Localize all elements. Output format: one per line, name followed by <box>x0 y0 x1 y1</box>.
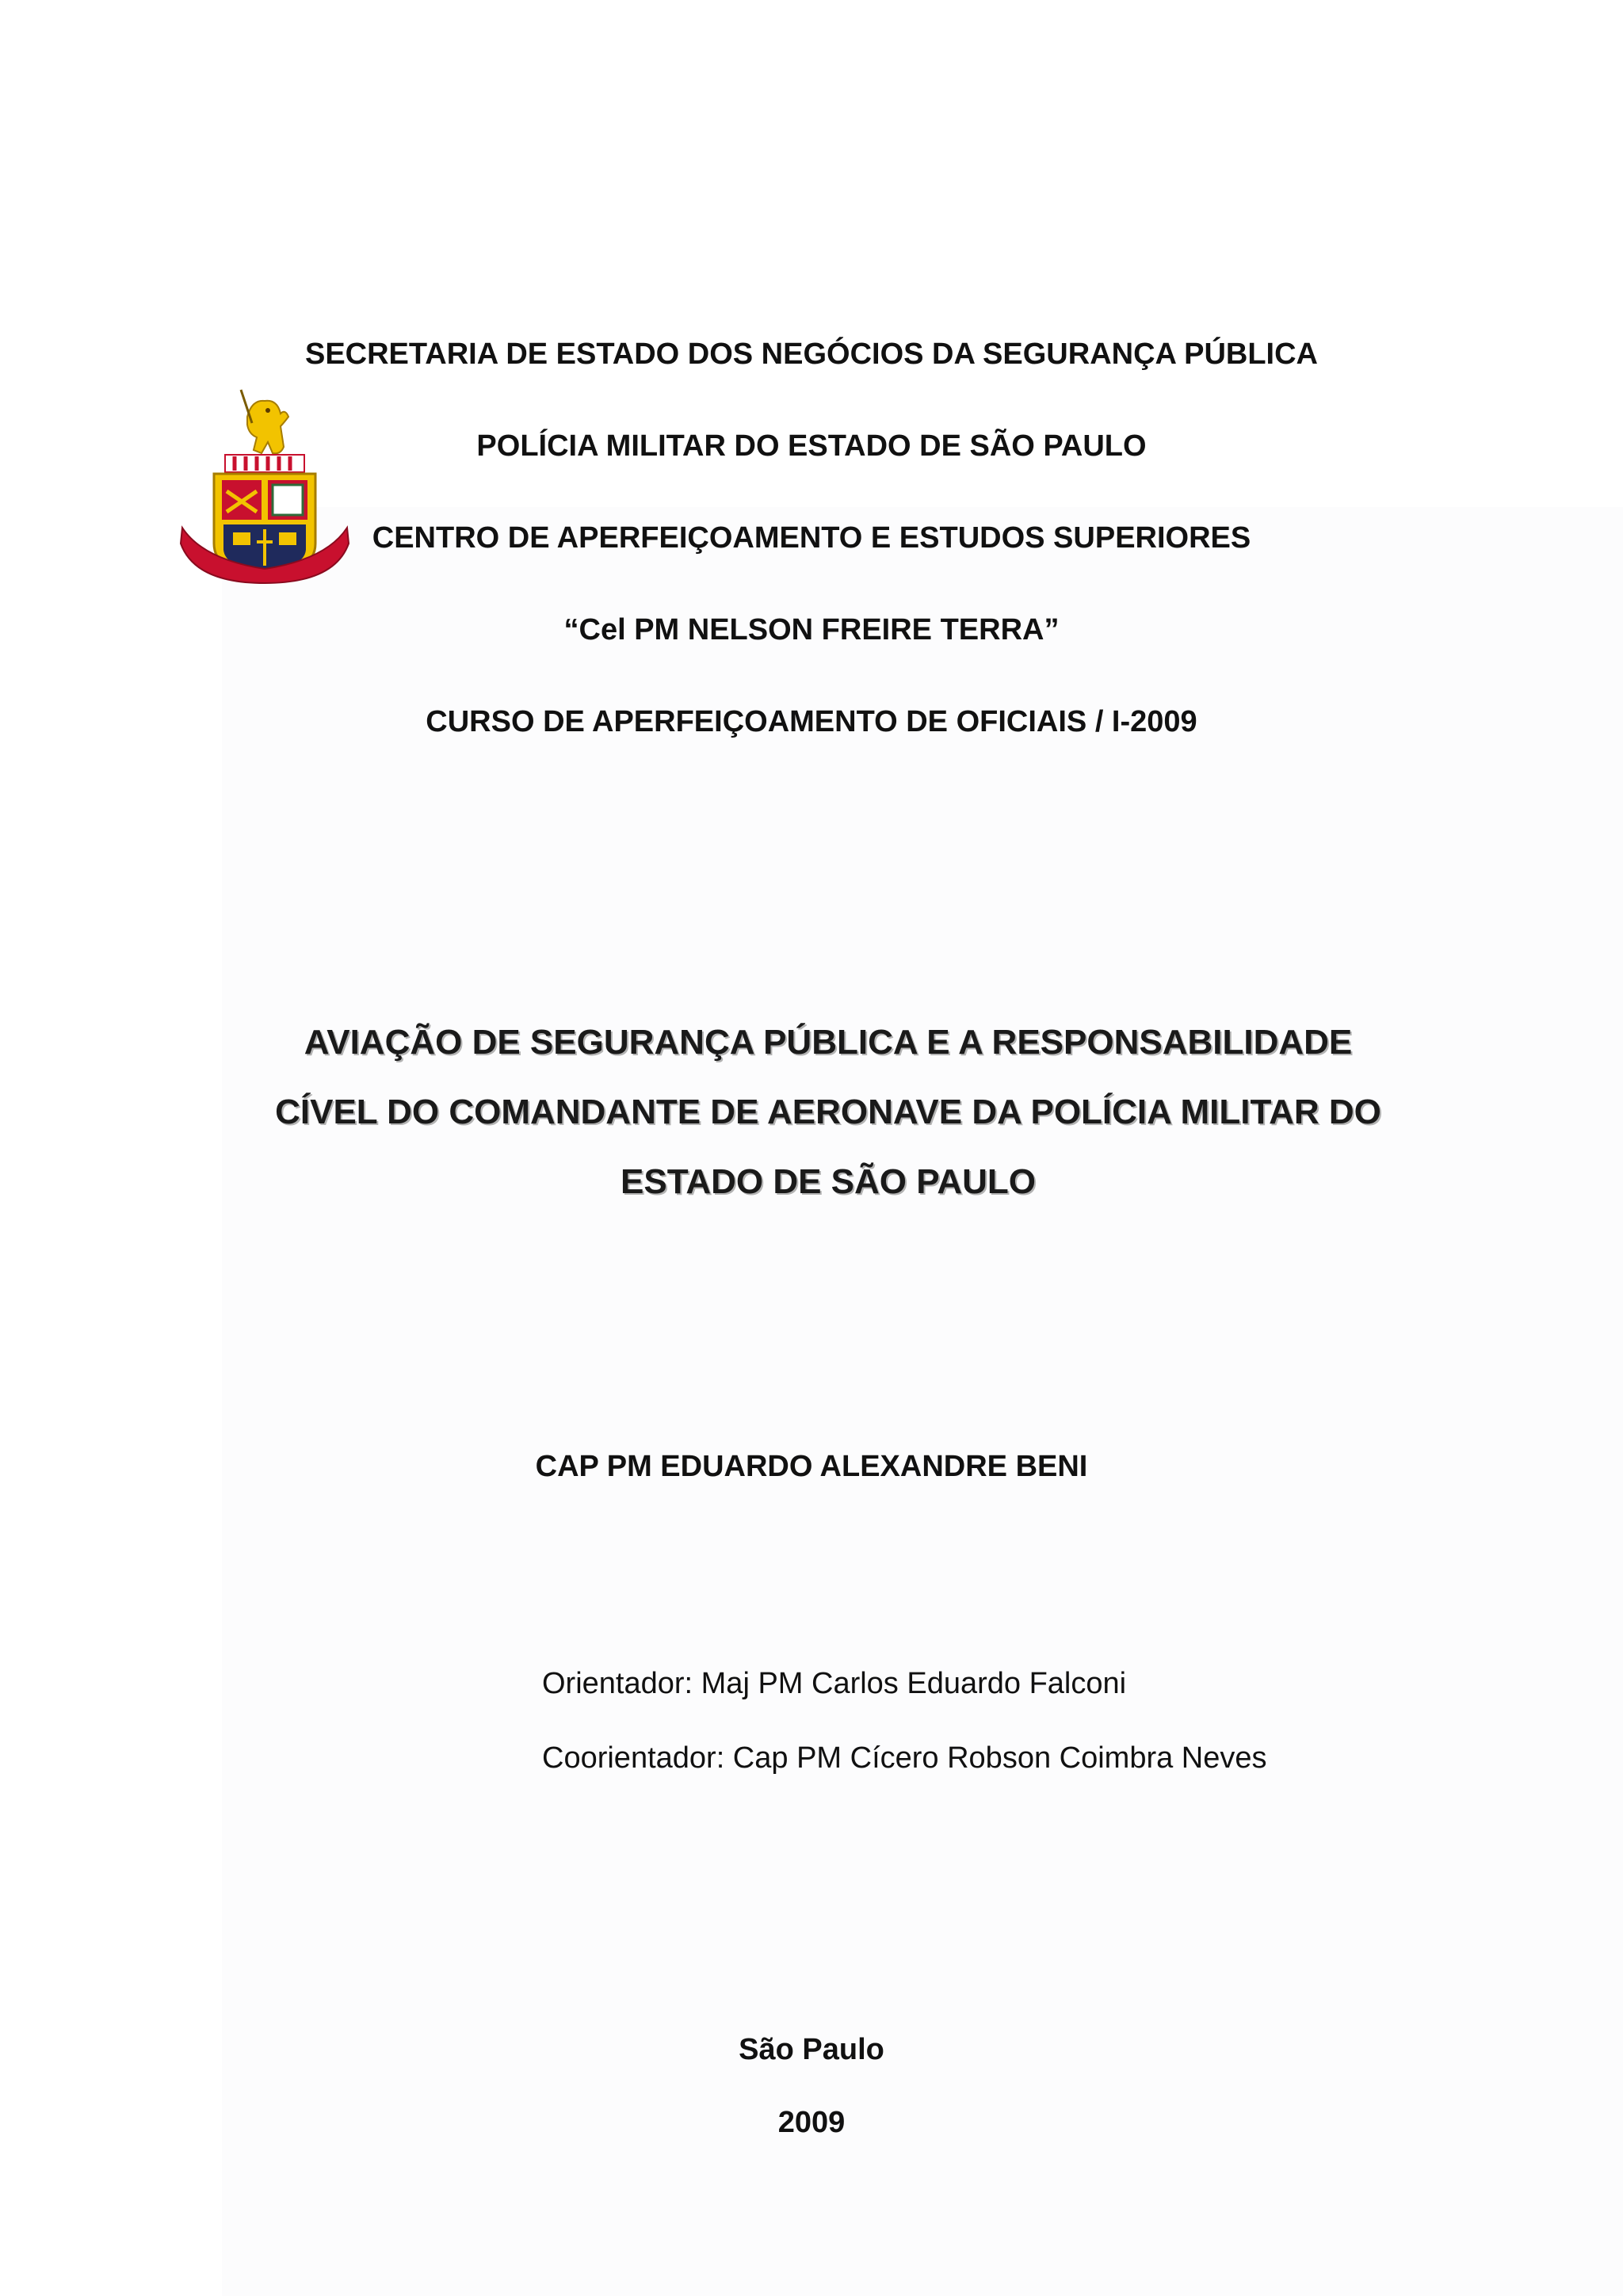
document-title <box>190 1008 1466 1217</box>
coorientador: Coorientador: Cap PM Cícero Robson Coimbra Neves <box>542 1741 1267 1775</box>
header-line-patron: “Cel PM NELSON FREIRE TERRA” <box>563 613 1060 646</box>
header-line-centro: CENTRO DE APERFEIÇOAMENTO E ESTUDOS SUPERIORES <box>372 521 1251 555</box>
orientador: Orientador: Maj PM Carlos Eduardo Falconi <box>542 1667 1127 1700</box>
header-line-policia: POLÍCIA MILITAR DO ESTADO DE SÃO PAULO <box>476 429 1147 463</box>
author-name: CAP PM EDUARDO ALEXANDRE BENI <box>535 1450 1088 1483</box>
title-line-3: ESTADO DE SÃO PAULO <box>621 1162 1036 1201</box>
title-line-1: AVIAÇÃO DE SEGURANÇA PÚBLICA E A RESPONSABILIDADE <box>304 1023 1353 1062</box>
header-line-curso: CURSO DE APERFEIÇOAMENTO DE OFICIAIS / I-2009 <box>426 705 1197 738</box>
header-line-secretaria: SECRETARIA DE ESTADO DOS NEGÓCIOS DA SEGURANÇA PÚBLICA <box>304 338 1318 371</box>
page-shading <box>222 507 1623 2296</box>
footer-city: São Paulo <box>739 2033 884 2066</box>
footer-year: 2009 <box>777 2106 846 2139</box>
title-line-2: CÍVEL DO COMANDANTE DE AERONAVE DA POLÍCIA MILITAR DO <box>275 1093 1381 1131</box>
